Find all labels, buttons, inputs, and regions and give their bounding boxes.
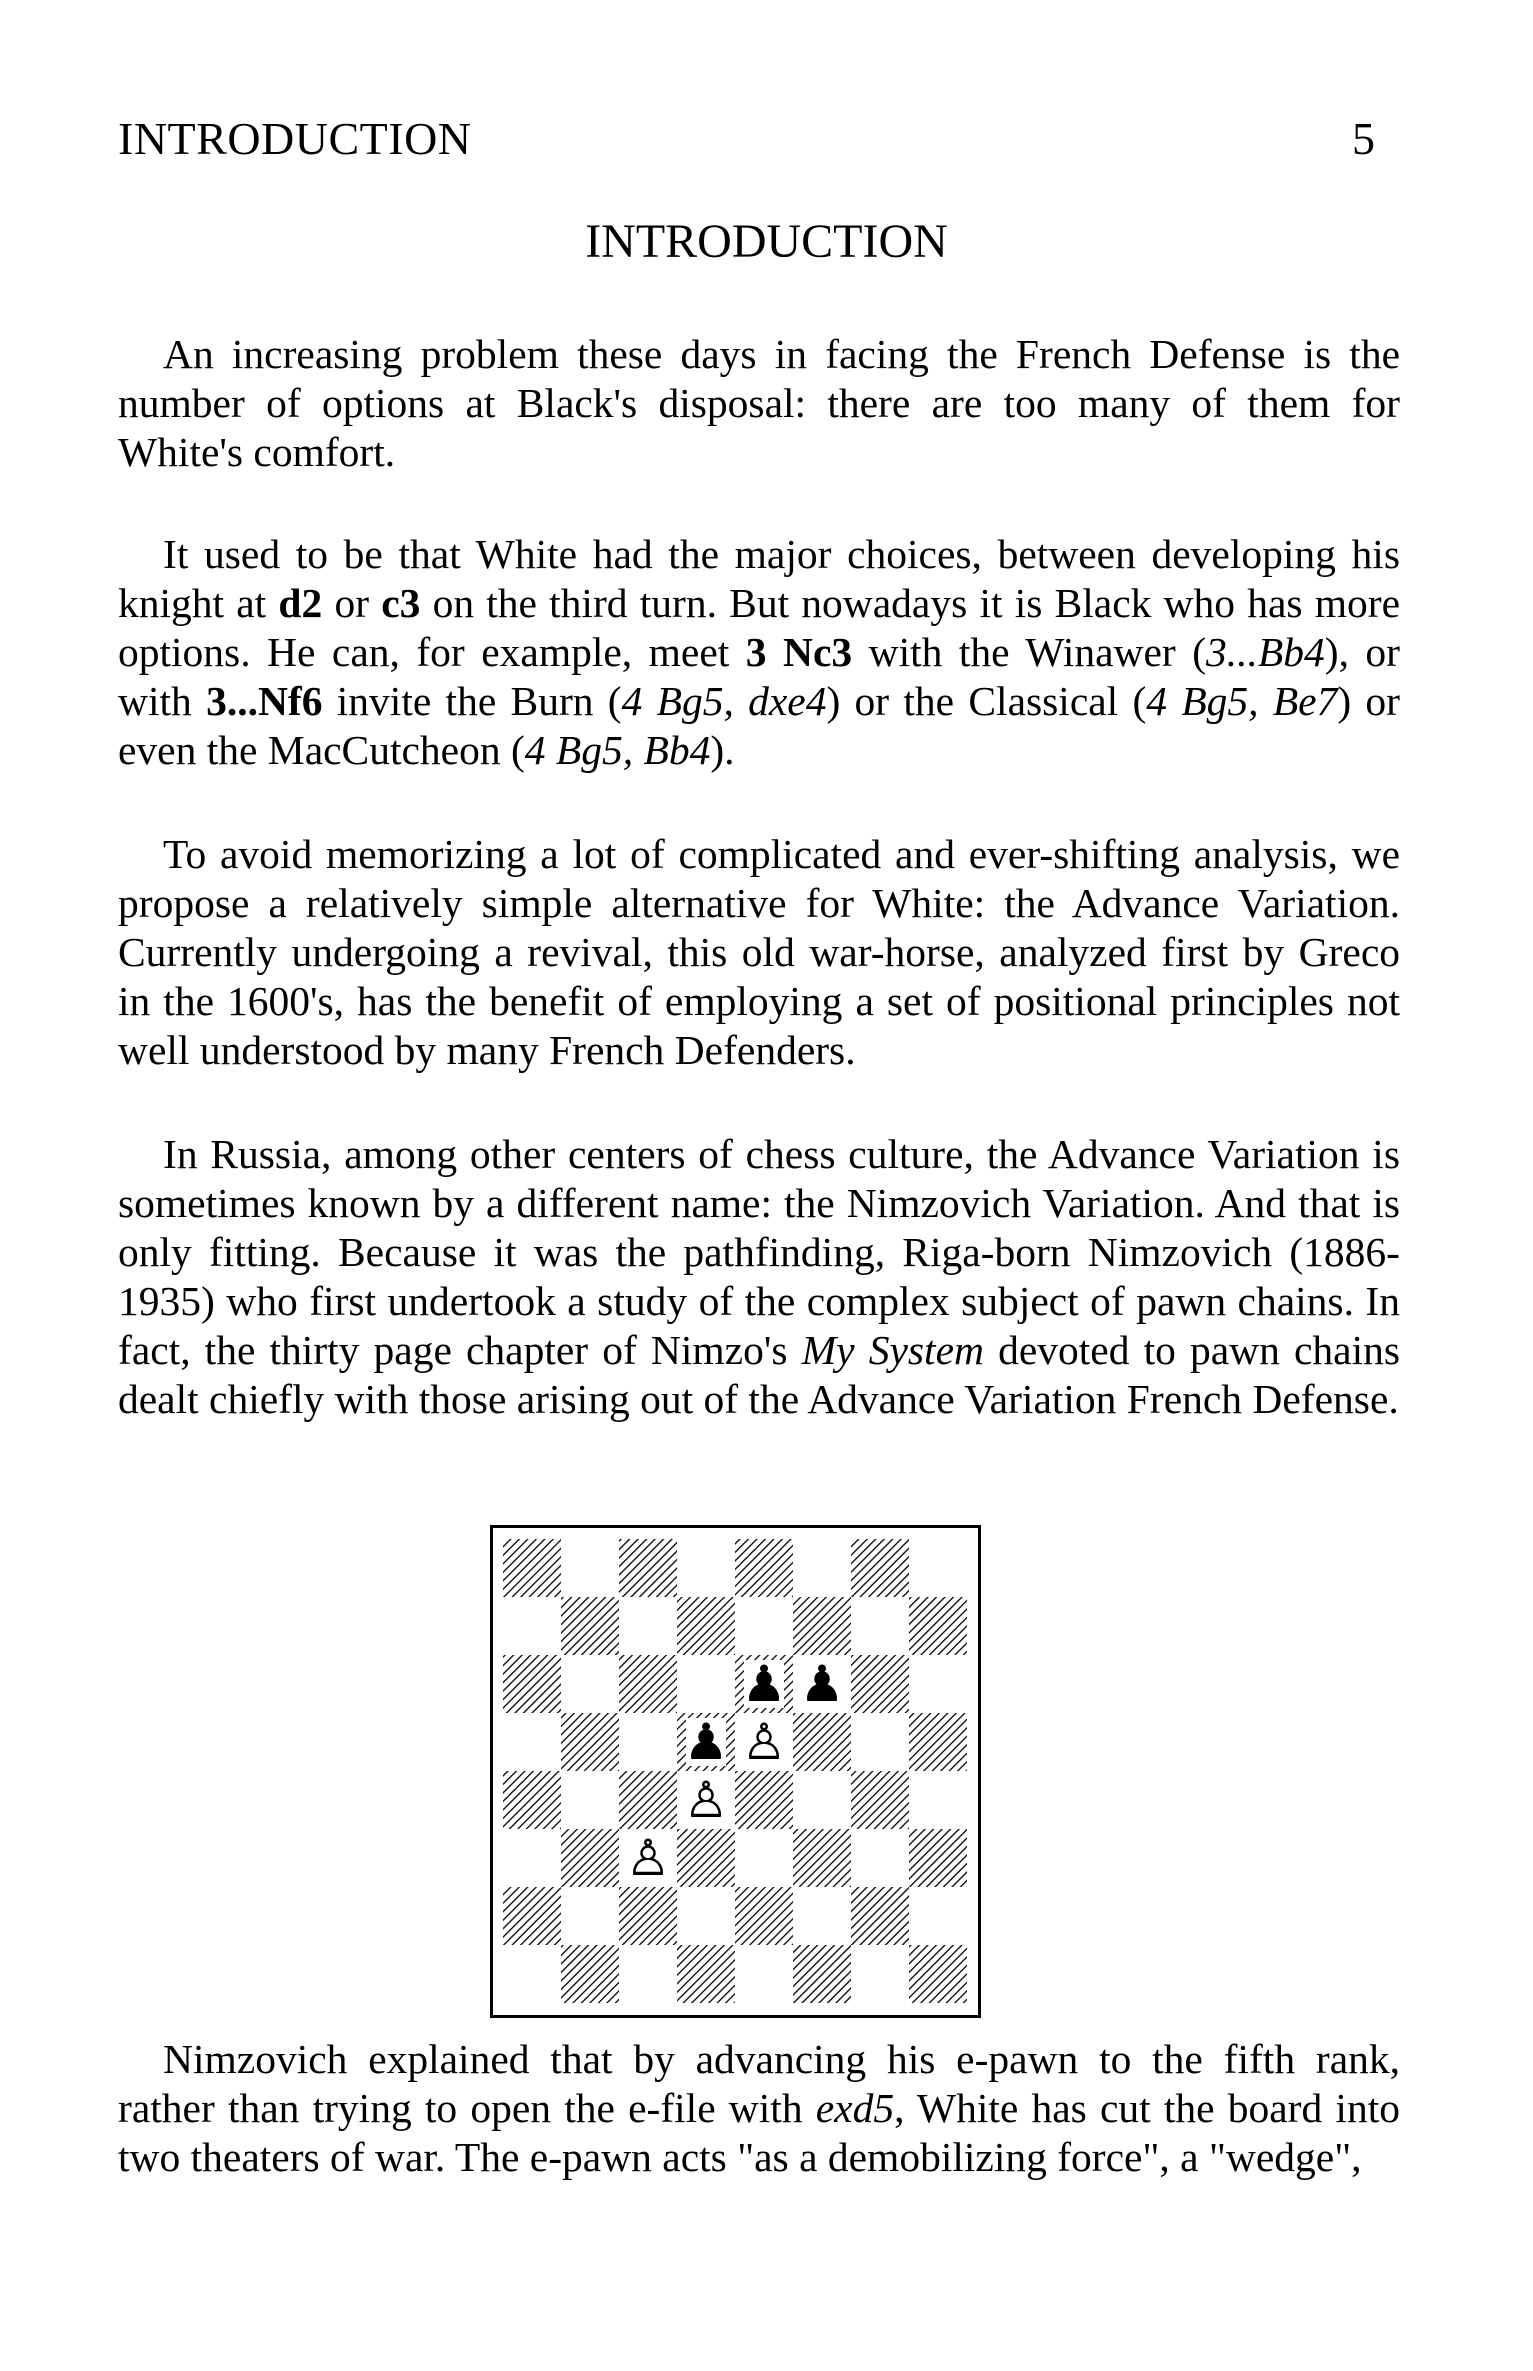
paragraph-2: [118, 530, 1400, 775]
move-winawer: 3...Bb4: [1206, 629, 1325, 675]
dark-square: [909, 1945, 967, 2003]
white-pawn-icon: ♙: [625, 1829, 671, 1887]
text: , White has cut the board into two theaters of war. The e-pawn acts "as a demobilizing force", a "wedge",: [118, 2085, 1400, 2180]
black-pawn-icon: ♟: [799, 1655, 845, 1713]
dark-square: [561, 1713, 619, 1771]
dark-square: [793, 1597, 851, 1655]
page-number: 5: [1352, 113, 1375, 164]
text: It used to be that White had the major choices, between developing his knight at: [118, 531, 1400, 626]
dark-square: [619, 1771, 677, 1829]
dark-square: [909, 1597, 967, 1655]
dark-square: [677, 1829, 735, 1887]
move-3-nc3: 3 Nc3: [745, 629, 853, 675]
white-pawn-icon: ♙: [683, 1771, 729, 1829]
chess-diagram: [490, 1525, 981, 2018]
move-exd5: exd5: [815, 2085, 895, 2131]
text: Nimzovich explained that by advancing his e-pawn to the fifth rank, rather than trying to open the e-file with: [118, 2036, 1400, 2131]
dark-square: [503, 1655, 561, 1713]
paragraph-4: [118, 1130, 1400, 1424]
move-maccutcheon: 4 Bg5, Bb4: [524, 727, 711, 773]
chapter-title: INTRODUCTION: [585, 215, 948, 268]
dark-square: [677, 1597, 735, 1655]
running-header-chapter: INTRODUCTION: [118, 113, 472, 164]
text: on the third turn. But nowadays it is Black who has more options. He can, for example, meet: [118, 580, 1400, 675]
dark-square: [561, 1945, 619, 2003]
text: ).: [710, 727, 735, 773]
black-pawn-icon: ♟: [683, 1713, 729, 1771]
text: invite the Burn (: [322, 678, 622, 724]
text: with the Winawer (: [852, 629, 1207, 675]
text: ), or with: [118, 629, 1401, 724]
white-pawn-icon: ♙: [741, 1713, 787, 1771]
dark-square: [909, 1713, 967, 1771]
paragraph-3: To avoid memorizing a lot of complicated and ever-shifting analysis, we propose a relatively simple alternative for White: the Advance Variation. Currently undergoing a revival, this old war-horse, analyzed first by Greco in the 1600's, has the benefit of employing a set of positional principles not well understood by many French Defenders.: [118, 831, 1400, 1073]
dark-square: [735, 1539, 793, 1597]
dark-square: [503, 1887, 561, 1945]
text: ) or even the MacCutcheon (: [118, 678, 1401, 773]
dark-square: [735, 1771, 793, 1829]
dark-square: [561, 1829, 619, 1887]
dark-square: [561, 1597, 619, 1655]
text: ) or the Classical (: [826, 678, 1147, 724]
dark-square: [735, 1887, 793, 1945]
dark-square: [851, 1539, 909, 1597]
dark-square: [619, 1887, 677, 1945]
dark-square: [793, 1713, 851, 1771]
book-title: My System: [801, 1327, 984, 1373]
move-classical: 4 Bg5, Be7: [1146, 678, 1338, 724]
move-3-nf6: 3...Nf6: [206, 678, 323, 724]
dark-square: [503, 1771, 561, 1829]
dark-square: [851, 1655, 909, 1713]
text: In Russia, among other centers of chess culture, the Advance Variation is sometimes known by a different name: the Nimzovich Variation. And that is only fitting. Because it was the pathfinding, Riga-born Nimzovich (1886-1935) who first undertook a study of the complex subject of pawn chains. In fact, the thirty page chapter of Nimzo's: [118, 1131, 1400, 1373]
move-burn: 4 Bg5, dxe4: [621, 678, 827, 724]
square-c3: c3: [381, 580, 421, 626]
text: devoted to pawn chains dealt chiefly with those arising out of the Advance Variation French Defense.: [118, 1327, 1401, 1422]
dark-square: [619, 1539, 677, 1597]
dark-square: [851, 1887, 909, 1945]
text: or: [322, 580, 382, 626]
dark-square: [503, 1539, 561, 1597]
dark-square: [677, 1945, 735, 2003]
dark-square: [851, 1771, 909, 1829]
dark-square: [793, 1945, 851, 2003]
paragraph-5: [118, 2035, 1400, 2182]
dark-square: [619, 1655, 677, 1713]
dark-square: [793, 1829, 851, 1887]
chess-board: [490, 1525, 981, 2018]
black-pawn-icon: ♟: [741, 1655, 787, 1713]
square-d2: d2: [278, 580, 323, 626]
dark-square: [909, 1829, 967, 1887]
paragraph-1: An increasing problem these days in facing the French Defense is the number of options at Black's disposal: there are too many of them for White's comfort.: [118, 331, 1400, 475]
